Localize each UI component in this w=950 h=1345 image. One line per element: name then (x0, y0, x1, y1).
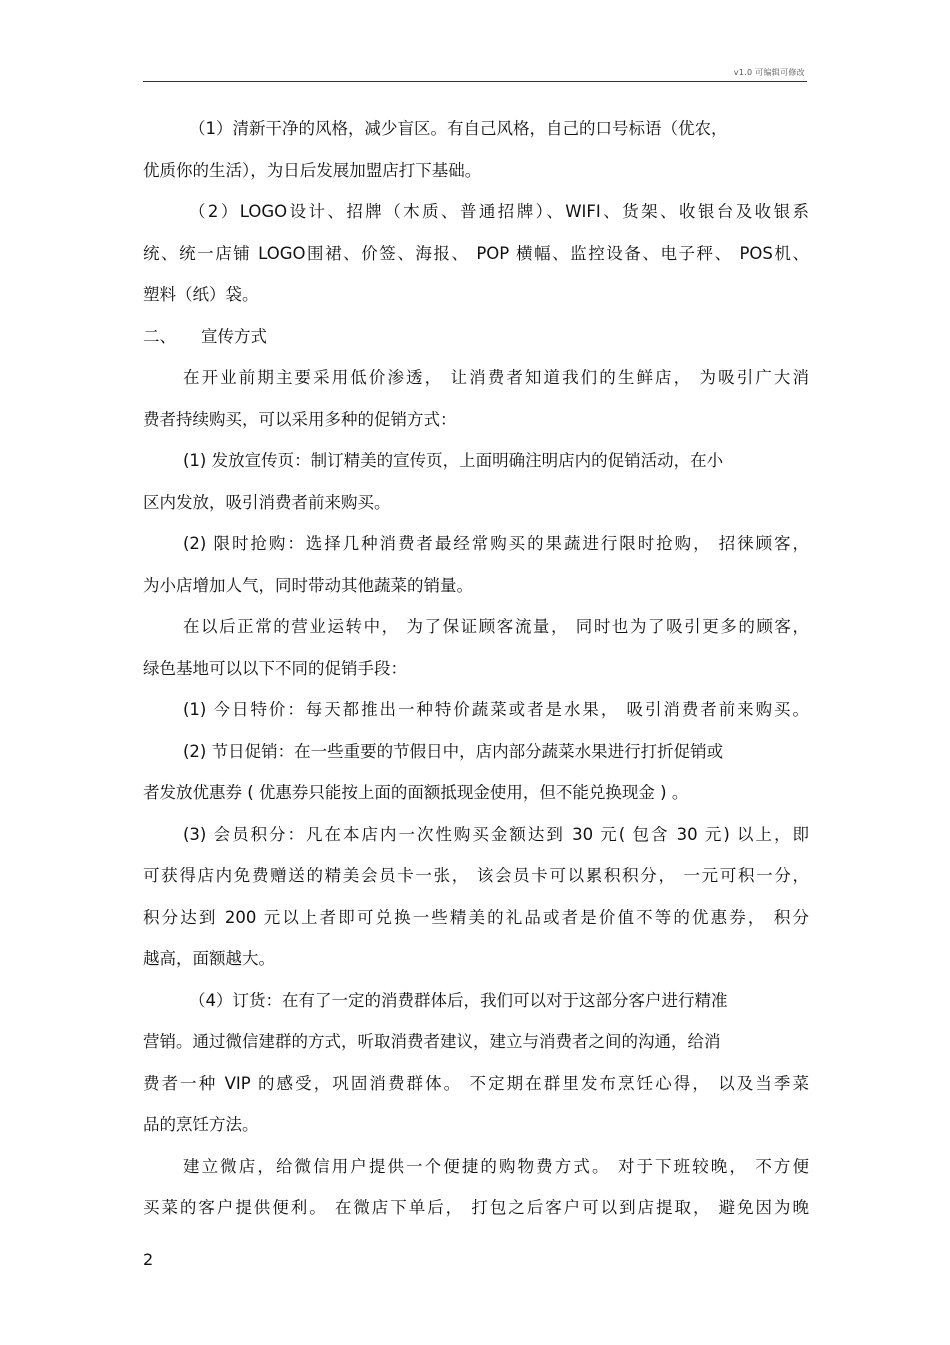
text-line: 可获得店内免费赠送的精美会员卡一张， 该会员卡可以累积积分， 一元可积一分， (143, 866, 809, 885)
text-line: 区内发放，吸引消费者前来购买。 (143, 492, 391, 512)
text-line: 买菜的客户提供便利。 在微店下单后， 打包之后客户可以到店提取， 避免因为晚 (143, 1198, 809, 1217)
text-line: 为小店增加人气，同时带动其他蔬菜的销量。 (143, 575, 473, 595)
text-line: 统、统一店铺 LOGO围裙、价签、海报、 POP 横幅、监控设备、电子秤、 POS机、 (143, 243, 809, 263)
text-line: (2) 限时抢购：选择几种消费者最经常购买的果蔬进行限时抢购， 招徕顾客， (183, 534, 809, 553)
header-divider (143, 81, 807, 82)
text-line: 者发放优惠券 ( 优惠券只能按上面的面额抵现金使用，但不能兑换现金 ) 。 (143, 783, 689, 802)
text-line: 费者持续购买，可以采用多种的促销方式： (143, 409, 457, 429)
text-line: (1) 今日特价：每天都推出一种特价蔬菜或者是水果， 吸引消费者前来购买。 (183, 700, 809, 719)
text-line: （1）清新干净的风格，减少盲区。有自己风格，自己的口号标语（优农， (189, 119, 728, 138)
section-title: 宣传方式 (201, 326, 267, 346)
text-line: 越高，面额越大。 (143, 949, 275, 968)
text-line: （4）订货：在有了一定的消费群体后，我们可以对于这部分客户进行精准 (189, 990, 728, 1010)
text-line: 塑料（纸）袋。 (143, 285, 259, 304)
text-line: 营销。通过微信建群的方式，听取消费者建议，建立与消费者之间的沟通，给消 (143, 1032, 721, 1051)
header-note: v1.0 可编辑可修改 (733, 68, 805, 77)
text-line: 建立微店，给微信用户提供一个便捷的购物费方式。 对于下班较晚， 不方便 (183, 1156, 809, 1176)
section-number: 二、 (143, 326, 176, 346)
text-line: (2) 节日促销：在一些重要的节假日中，店内部分蔬菜水果进行打折促销或 (183, 741, 724, 761)
document-body (143, 118, 809, 1218)
text-line: 绿色基地可以以下不同的促销手段： (143, 658, 407, 678)
text-line: (1) 发放宣传页：制订精美的宣传页，上面明确注明店内的促销活动，在小 (183, 451, 724, 470)
text-line: （2）LOGO设计、招牌（木质、普通招牌）、WIFI、货架、收银台及收银系 (189, 202, 809, 221)
text-line: (3) 会员积分：凡在本店内一次性购买金额达到 30 元( 包含 30 元) 以上，即 (183, 824, 809, 844)
text-line: 品的烹饪方法。 (143, 1115, 259, 1134)
text-line: 优质你的生活），为日后发展加盟店打下基础。 (143, 160, 482, 180)
text-line: 在开业前期主要采用低价渗透， 让消费者知道我们的生鲜店， 为吸引广大消 (183, 368, 809, 387)
page-number: 2 (143, 1250, 154, 1269)
text-line: 费者一种 VIP 的感受，巩固消费群体。 不定期在群里发布烹饪心得， 以及当季菜 (143, 1073, 809, 1093)
section-heading (143, 326, 809, 347)
text-line: 在以后正常的营业运转中， 为了保证顾客流量， 同时也为了吸引更多的顾客， (183, 617, 809, 636)
text-line: 积分达到 200 元以上者即可兑换一些精美的礼品或者是价值不等的优惠券， 积分 (143, 907, 809, 927)
